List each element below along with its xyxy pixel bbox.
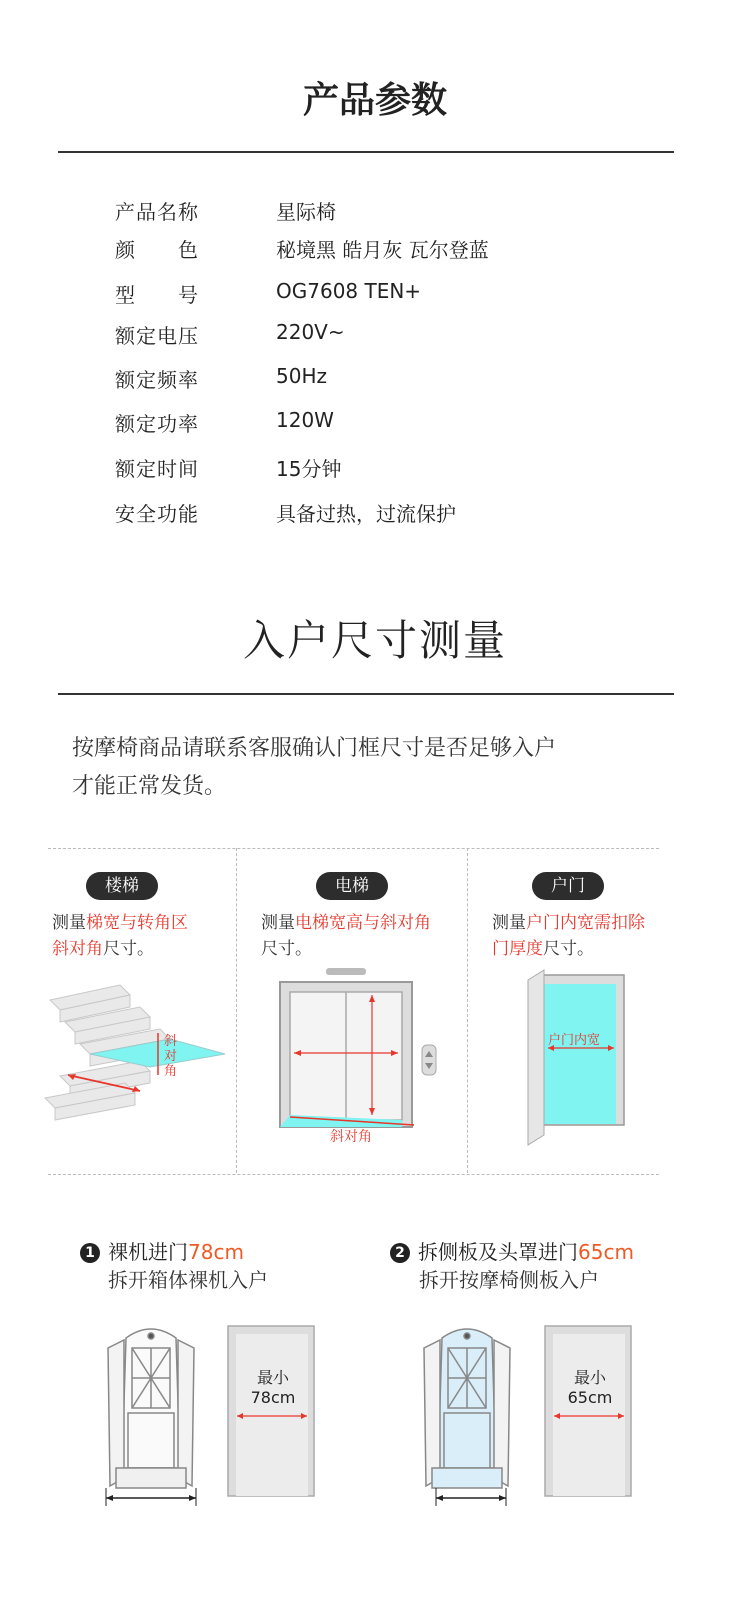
desc-highlight: 电梯宽高与斜对角 [295, 913, 431, 933]
door-min-text: 最小 [573, 1368, 606, 1387]
desc-text: 测量 [52, 913, 86, 933]
option-subtitle: 拆开箱体裸机入户 [108, 1268, 268, 1292]
spec-value: 具备过热，过流保护 [276, 502, 456, 526]
diagram-label: 角 [164, 1064, 178, 1079]
measure-intro [72, 730, 672, 806]
option-title [390, 1236, 634, 1265]
door-min-label [232, 1368, 314, 1408]
spec-value: OG7608 TEN+ [276, 279, 422, 303]
desc-text: 尺寸。 [103, 939, 154, 959]
spec-label: 额定电压 [115, 324, 199, 348]
spec-label: 额定功率 [115, 412, 199, 436]
spec-label: 安全功能 [115, 502, 199, 526]
diagram-label: 斜对角 [330, 1129, 372, 1145]
door-min-label [549, 1368, 631, 1408]
desc-text: 测量 [261, 913, 295, 933]
specs-title: 产品参数 [302, 80, 447, 121]
elevator-illustration [270, 965, 450, 1150]
chair-illustration [96, 1318, 316, 1518]
stairs-illustration [40, 975, 235, 1135]
option-title [80, 1236, 244, 1265]
door-desc [492, 910, 667, 962]
option-title-text: 拆侧板及头罩进门 [418, 1240, 578, 1264]
option-number: 2 [390, 1243, 410, 1263]
option-subtitle: 拆开按摩椅侧板入户 [419, 1268, 599, 1292]
desc-highlight: 门厚度 [492, 939, 543, 959]
spec-label: 型 号 [115, 283, 199, 307]
spec-value: 15分钟 [276, 457, 342, 481]
tag-elevator: 电梯 [316, 872, 388, 900]
option-number: 1 [80, 1243, 100, 1263]
tag-stairs: 楼梯 [86, 872, 158, 900]
intro-line-2: 才能正常发货。 [72, 774, 227, 799]
chair-illustration [412, 1318, 637, 1518]
spec-label: 额定时间 [115, 457, 199, 481]
spec-value: 50Hz [276, 364, 327, 388]
spec-value: 120W [276, 408, 334, 432]
desc-highlight: 梯宽与转角区 [86, 913, 188, 933]
desc-highlight: 斜对角 [52, 939, 103, 959]
desc-text: 尺寸。 [261, 939, 312, 959]
door-min-size: 78cm [250, 1388, 296, 1407]
measure-title: 入户尺寸测量 [242, 616, 507, 665]
spec-label: 产品名称 [115, 200, 199, 224]
panel-divider [236, 848, 237, 1173]
desc-text: 测量 [492, 913, 526, 933]
desc-text: 尺寸。 [543, 939, 594, 959]
door-min-text: 最小 [256, 1368, 289, 1387]
stairs-desc [52, 910, 232, 962]
spec-label: 颜 色 [115, 238, 199, 262]
elevator-desc [261, 910, 461, 962]
panel-divider [467, 848, 468, 1173]
spec-label: 额定频率 [115, 368, 199, 392]
diagram-label: 对 [164, 1049, 178, 1064]
specs-divider [58, 151, 674, 153]
option-size: 65cm [578, 1240, 634, 1264]
measure-divider [58, 693, 674, 695]
spec-value: 220V~ [276, 320, 345, 344]
spec-value: 星际椅 [276, 200, 336, 224]
tag-door: 户门 [532, 872, 604, 900]
door-min-size: 65cm [567, 1388, 613, 1407]
diagram-label: 斜 [164, 1034, 178, 1049]
option-size: 78cm [188, 1240, 244, 1264]
spec-value: 秘境黑 皓月灰 瓦尔登蓝 [276, 238, 489, 262]
intro-line-1: 按摩椅商品请联系客服确认门框尺寸是否足够入户 [72, 736, 557, 761]
desc-highlight: 户门内宽需扣除 [526, 913, 645, 933]
option-title-text: 裸机进门 [108, 1240, 188, 1264]
door-illustration [520, 960, 630, 1150]
diagram-label: 户门内宽 [548, 1033, 601, 1048]
